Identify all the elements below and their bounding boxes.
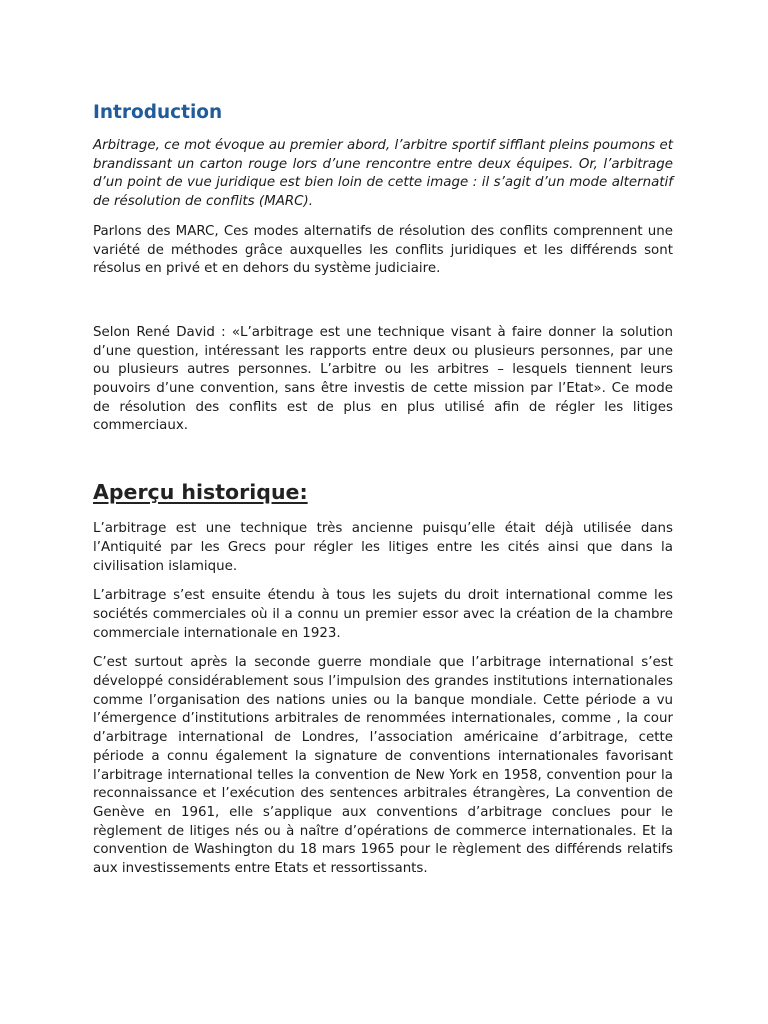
intro-paragraph-italic: Arbitrage, ce mot évoque au premier abord, l’arbitre sportif sifflant pleins poumons et brandissant un carton rouge lors d’une rencontre entre deux équipes. Or, l’arbitrage d’un point de vue juridique est bien loin de cette image : il s’agit d’un mode alternatif de résolution de conflits (MARC).	[93, 138, 673, 210]
history-paragraph: L’arbitrage est une technique très ancienne puisqu’elle était déjà utilisée dans l’Antiquité par les Grecs pour régler les litiges entre les cités ainsi que dans la civilisation islamique.	[93, 521, 673, 574]
document-page	[93, 100, 673, 879]
history-paragraph: L’arbitrage s’est ensuite étendu à tous les sujets du droit international comme les sociétés commerciales où il a connu un premier essor avec la création de la chambre commerciale internationale en 1923.	[93, 588, 673, 641]
history-paragraph: C’est surtout après la seconde guerre mondiale que l’arbitrage international s’est développé considérablement sous l’impulsion des grandes institutions internationales comme l’organisation des nations unies ou la banque mondiale. Cette période a vu l’émergence d’institutions arbitrales de renommées internationales, comme , la cour d’arbitrage international de Londres, l’association américaine d’arbitrage, cette période a connu également la signature de conventions internationales favorisant l’arbitrage international telles la convention de New York en 1958, convention pour la reconnaissance et l’exécution des sentences arbitrales étrangères, La convention de Genève en 1961, elle s’applique aux conventions d’arbitrage conclues pour le règlement de litiges nés ou à naître d’opérations de commerce internationales. Et la convention de Washington du 18 mars 1965 pour le règlement des différends relatifs aux investissements entre Etats et ressortissants.	[93, 655, 673, 877]
history-heading: Aperçu historique:	[93, 480, 308, 505]
intro-paragraph-david: Selon René David : «L’arbitrage est une technique visant à faire donner la solution d’une question, intéressant les rapports entre deux ou plusieurs personnes, par une ou plusieurs autres personnes. L’arbitre ou les arbitres – lesquels tiennent leurs pouvoirs d’une convention, sans être investis de cette mission par l’Etat». Ce mode de résolution des conflits est de plus en plus utilisé afin de régler les litiges commerciaux.	[93, 324, 673, 434]
introduction-heading: Introduction	[93, 102, 223, 123]
intro-paragraph-marc: Parlons des MARC, Ces modes alternatifs de résolution des conflits comprennent une variété de méthodes grâce auxquelles les conflits juridiques et les différends sont résolus en privé et en dehors du système judiciaire.	[93, 223, 673, 277]
